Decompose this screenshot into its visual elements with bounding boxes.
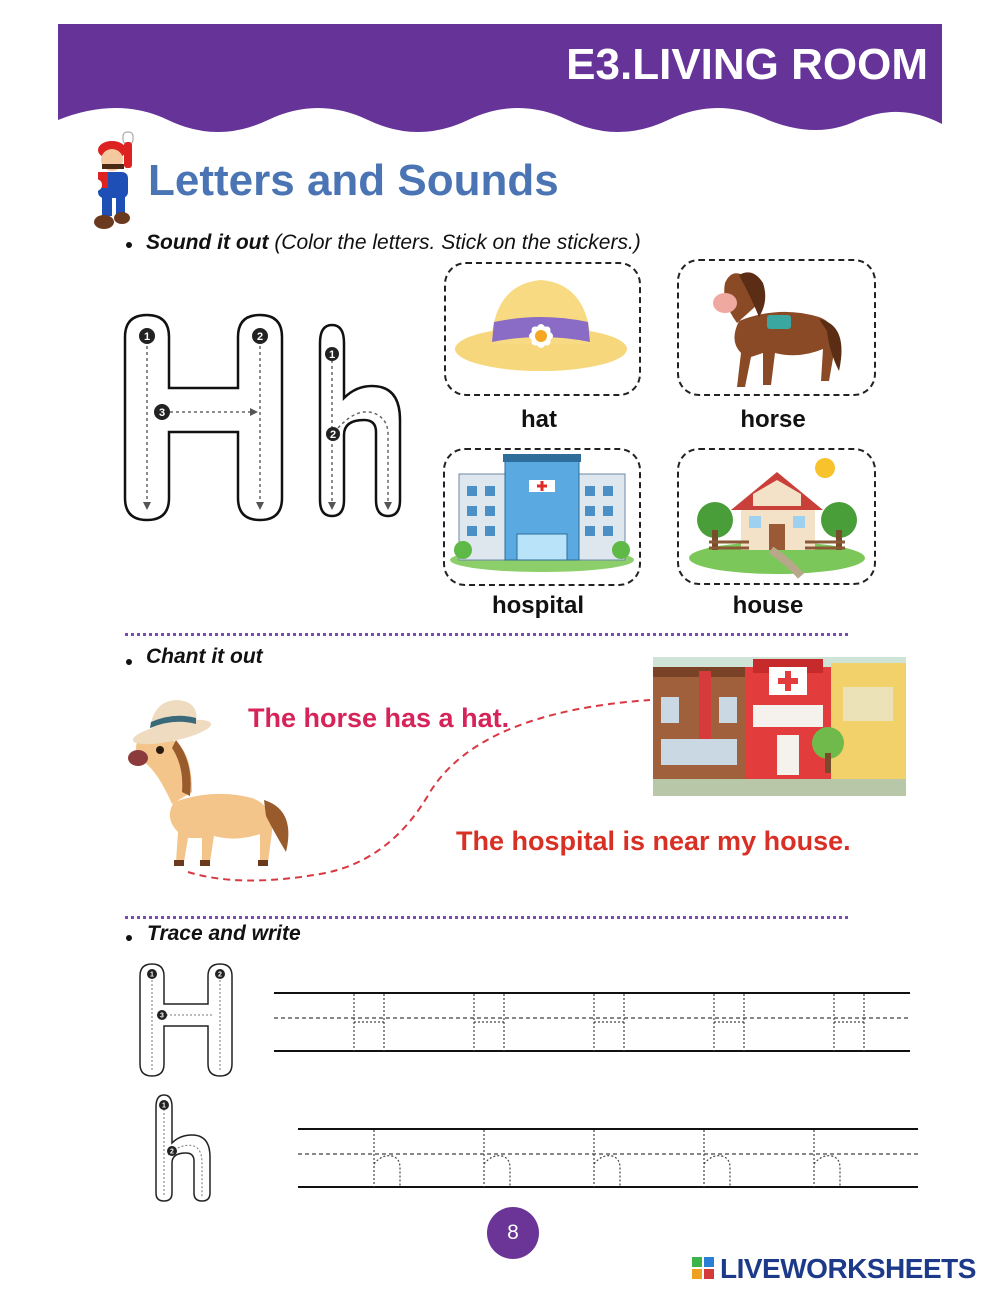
tracing-area-uppercase[interactable] [274, 986, 914, 1058]
step-number: 2 [329, 429, 337, 441]
town-picture [653, 657, 906, 796]
chant-line-2: The hospital is near my house. [456, 826, 851, 856]
page-title: Letters and Sounds [148, 156, 559, 205]
instruction-label: Sound it out [146, 231, 269, 254]
page-number: 8 [487, 1207, 539, 1259]
horse-icon [679, 261, 874, 394]
small-letter-h-guide [152, 1093, 214, 1203]
picture-card-hat [444, 262, 641, 396]
section-divider [125, 916, 848, 919]
word-hat: hat [521, 406, 557, 433]
step-number: 1 [328, 349, 336, 361]
step-number: 3 [160, 1012, 164, 1020]
chant-line-1: The horse has a hat. [248, 703, 510, 733]
step-number: 2 [256, 331, 264, 343]
chant-label-text: Chant it out [146, 645, 263, 668]
word-hospital: hospital [491, 592, 584, 619]
step-number: 1 [143, 331, 151, 343]
chant-it-out-label [146, 645, 263, 669]
step-number: 2 [218, 971, 222, 979]
picture-card-house [677, 448, 876, 585]
bullet [126, 242, 132, 248]
step-number: 2 [170, 1148, 174, 1156]
trace-and-write-label [147, 922, 301, 946]
word-horse: horse [740, 406, 806, 433]
sound-it-out-instruction [146, 231, 641, 255]
house-icon [679, 450, 874, 583]
picture-card-horse [677, 259, 876, 396]
hospital-icon [445, 450, 639, 584]
letter-h-guide [120, 310, 410, 525]
instruction-text: (Color the letters. Stick on the stickers.) [274, 231, 641, 254]
picture-card-hospital [443, 448, 641, 586]
hat-icon [446, 264, 639, 394]
step-number: 1 [162, 1102, 166, 1110]
tracing-area-lowercase[interactable] [298, 1122, 922, 1194]
step-number: 3 [158, 407, 166, 419]
bullet [126, 935, 132, 941]
unit-title: E3.LIVING ROOM [566, 40, 928, 89]
brand-name: LIVEWORKSHEETS [720, 1253, 976, 1284]
liveworksheets-logo-icon [692, 1257, 714, 1279]
small-letter-H-guide [138, 962, 234, 1080]
section-divider [125, 633, 848, 636]
word-house: house [732, 592, 804, 619]
bullet [126, 659, 132, 665]
step-number: 1 [150, 971, 154, 979]
trace-label-text: Trace and write [147, 922, 301, 945]
mario-icon [90, 130, 140, 232]
